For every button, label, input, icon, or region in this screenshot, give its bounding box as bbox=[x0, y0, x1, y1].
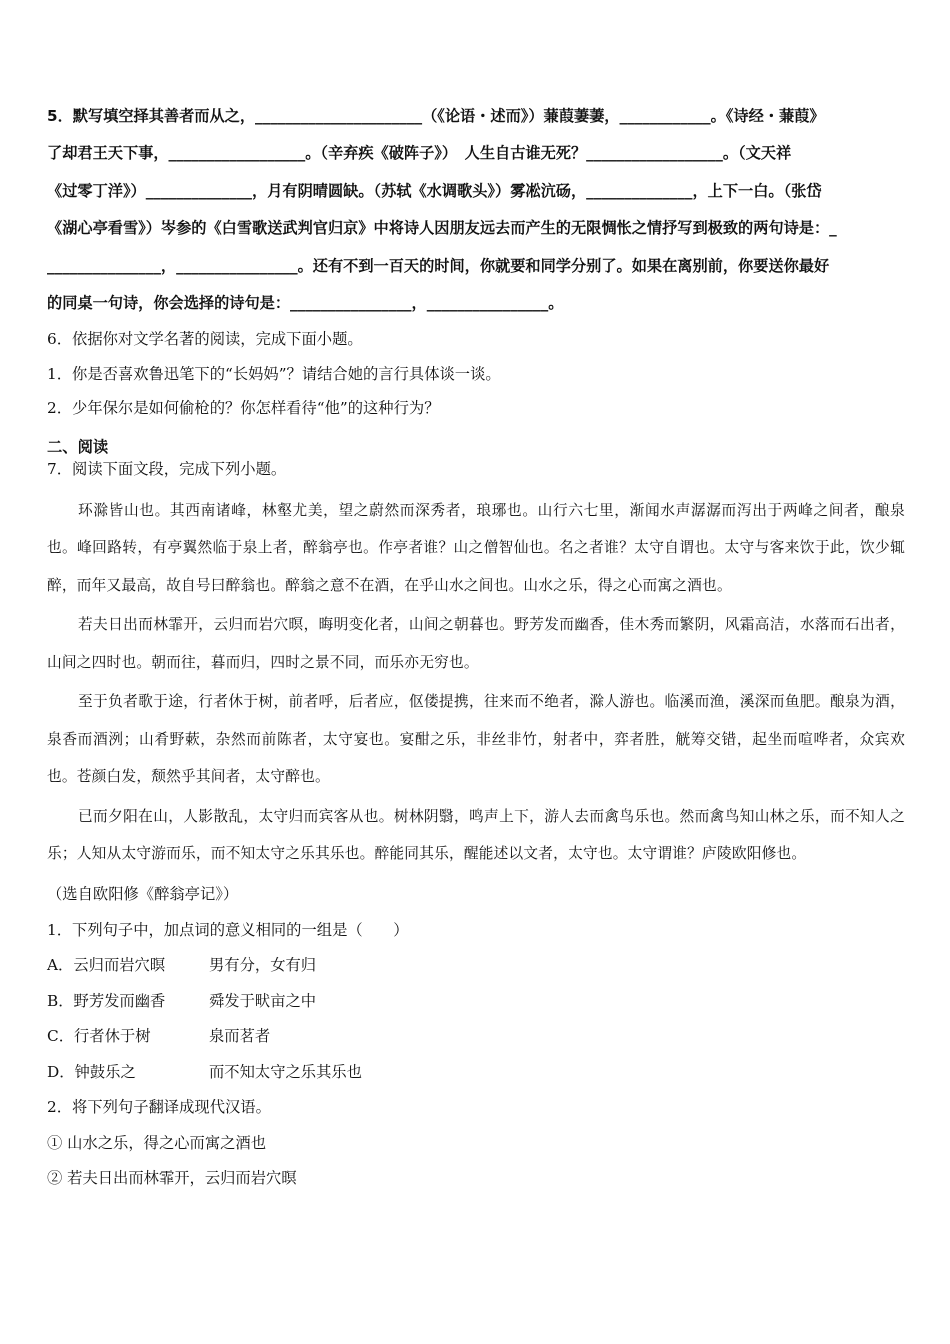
q5-line: 5．默写填空择其善者而从之，______________________（《论语・述而》）蒹葭萋萋，____________。《诗经・蒹葭》 bbox=[47, 107, 825, 125]
document-page bbox=[47, 98, 905, 1197]
translate-item-2: ② 若夫日出而林霏开，云归而岩穴暝 bbox=[47, 1169, 297, 1188]
q5-line: _______________，________________。还有不到一百天的时间，你就要和同学分别了。如果在离别前，你要送你最好 bbox=[47, 256, 830, 275]
option-a: A．云归而岩穴暝 男有分，女有归 bbox=[47, 956, 317, 975]
q5-line: 的同桌一句诗，你会选择的诗句是：________________，________________。 bbox=[47, 294, 564, 313]
q7-sub2: 2．将下列句子翻译成现代汉语。 bbox=[47, 1098, 271, 1117]
option-b: B．野芳发而幽香 舜发于畎亩之中 bbox=[47, 991, 317, 1010]
q5-line: 了却君王天下事，__________________。（辛弃疾《破阵子》） 人生自古谁无死？__________________。（文天祥 bbox=[47, 144, 792, 163]
option-d: D．钟鼓乐之 而不知太守之乐其乐也 bbox=[47, 1062, 362, 1081]
passage-paragraph: 环滁皆山也。其西南诸峰，林壑尤美，望之蔚然而深秀者，琅琊也。山行六七里，渐闻水声潺潺而泻出于两峰之间者，酿泉也。峰回路转，有亭翼然临于泉上者，醉翁亭也。作亭者谁？山之僧智仙也。名之者谁？太守自谓也。太守与客来饮于此，饮少辄醉，而年又最高，故自号曰醉翁也。醉翁之意不在酒，在乎山水之间也。山水之乐，得之心而寓之酒也。 bbox=[47, 501, 905, 594]
q6-sub1: 1．你是否喜欢鲁迅笔下的“长妈妈”？请结合她的言行具体谈一谈。 bbox=[47, 364, 501, 383]
passage-paragraph: 至于负者歌于途，行者休于树，前者呼，后者应，伛偻提携，往来而不绝者，滁人游也。临溪而渔，溪深而鱼肥。酿泉为酒，泉香而酒洌；山肴野蔌，杂然而前陈者，太守宴也。宴酣之乐，非丝非竹，射者中，弈者胜，觥筹交错，起坐而喧哗者，众宾欢也。苍颜白发，颓然乎其间者，太守醉也。 bbox=[47, 693, 905, 786]
passage-paragraph: 若夫日出而林霏开，云归而岩穴暝，晦明变化者，山间之朝暮也。野芳发而幽香，佳木秀而繁阴，风霜高洁，水落而石出者，山间之四时也。朝而往，暮而归，四时之景不同，而乐亦无穷也。 bbox=[47, 616, 905, 671]
passage-paragraph: 已而夕阳在山，人影散乱，太守归而宾客从也。树林阴翳，鸣声上下，游人去而禽鸟乐也。然而禽鸟知山林之乐，而不知人之乐；人知从太守游而乐，而不知太守之乐其乐也。醉能同其乐，醒能述以文者，太守也。太守谓谁？庐陵欧阳修也。 bbox=[47, 807, 905, 863]
question-5 bbox=[47, 98, 905, 322]
translate-item-1: ① 山水之乐，得之心而寓之酒也 bbox=[47, 1133, 267, 1152]
passage-source: （选自欧阳修《醉翁亭记》） bbox=[47, 884, 239, 903]
q6-title: 6．依据你对文学名著的阅读，完成下面小题。 bbox=[47, 330, 363, 349]
q7-title: 7．阅读下面文段，完成下列小题。 bbox=[47, 459, 287, 478]
q5-line: 《过零丁洋》）______________，月有阴晴圆缺。（苏轼《水调歌头》）雾凇沆砀，______________，上下一白。（张岱 bbox=[47, 181, 822, 200]
q6-sub2: 2．少年保尔是如何偷枪的？你怎样看待“他”的这种行为？ bbox=[47, 399, 440, 418]
q5-line: 《湖心亭看雪》）岑参的《白雪歌送武判官归京》中将诗人因朋友远去而产生的无限惆怅之情抒写到极致的两句诗是：_ bbox=[47, 219, 837, 238]
option-c: C．行者休于树 泉而茗者 bbox=[47, 1027, 271, 1046]
q7-sub1: 1．下列句子中，加点词的意义相同的一组是（ ） bbox=[47, 920, 409, 939]
section-heading: 二、阅读 bbox=[47, 437, 109, 456]
